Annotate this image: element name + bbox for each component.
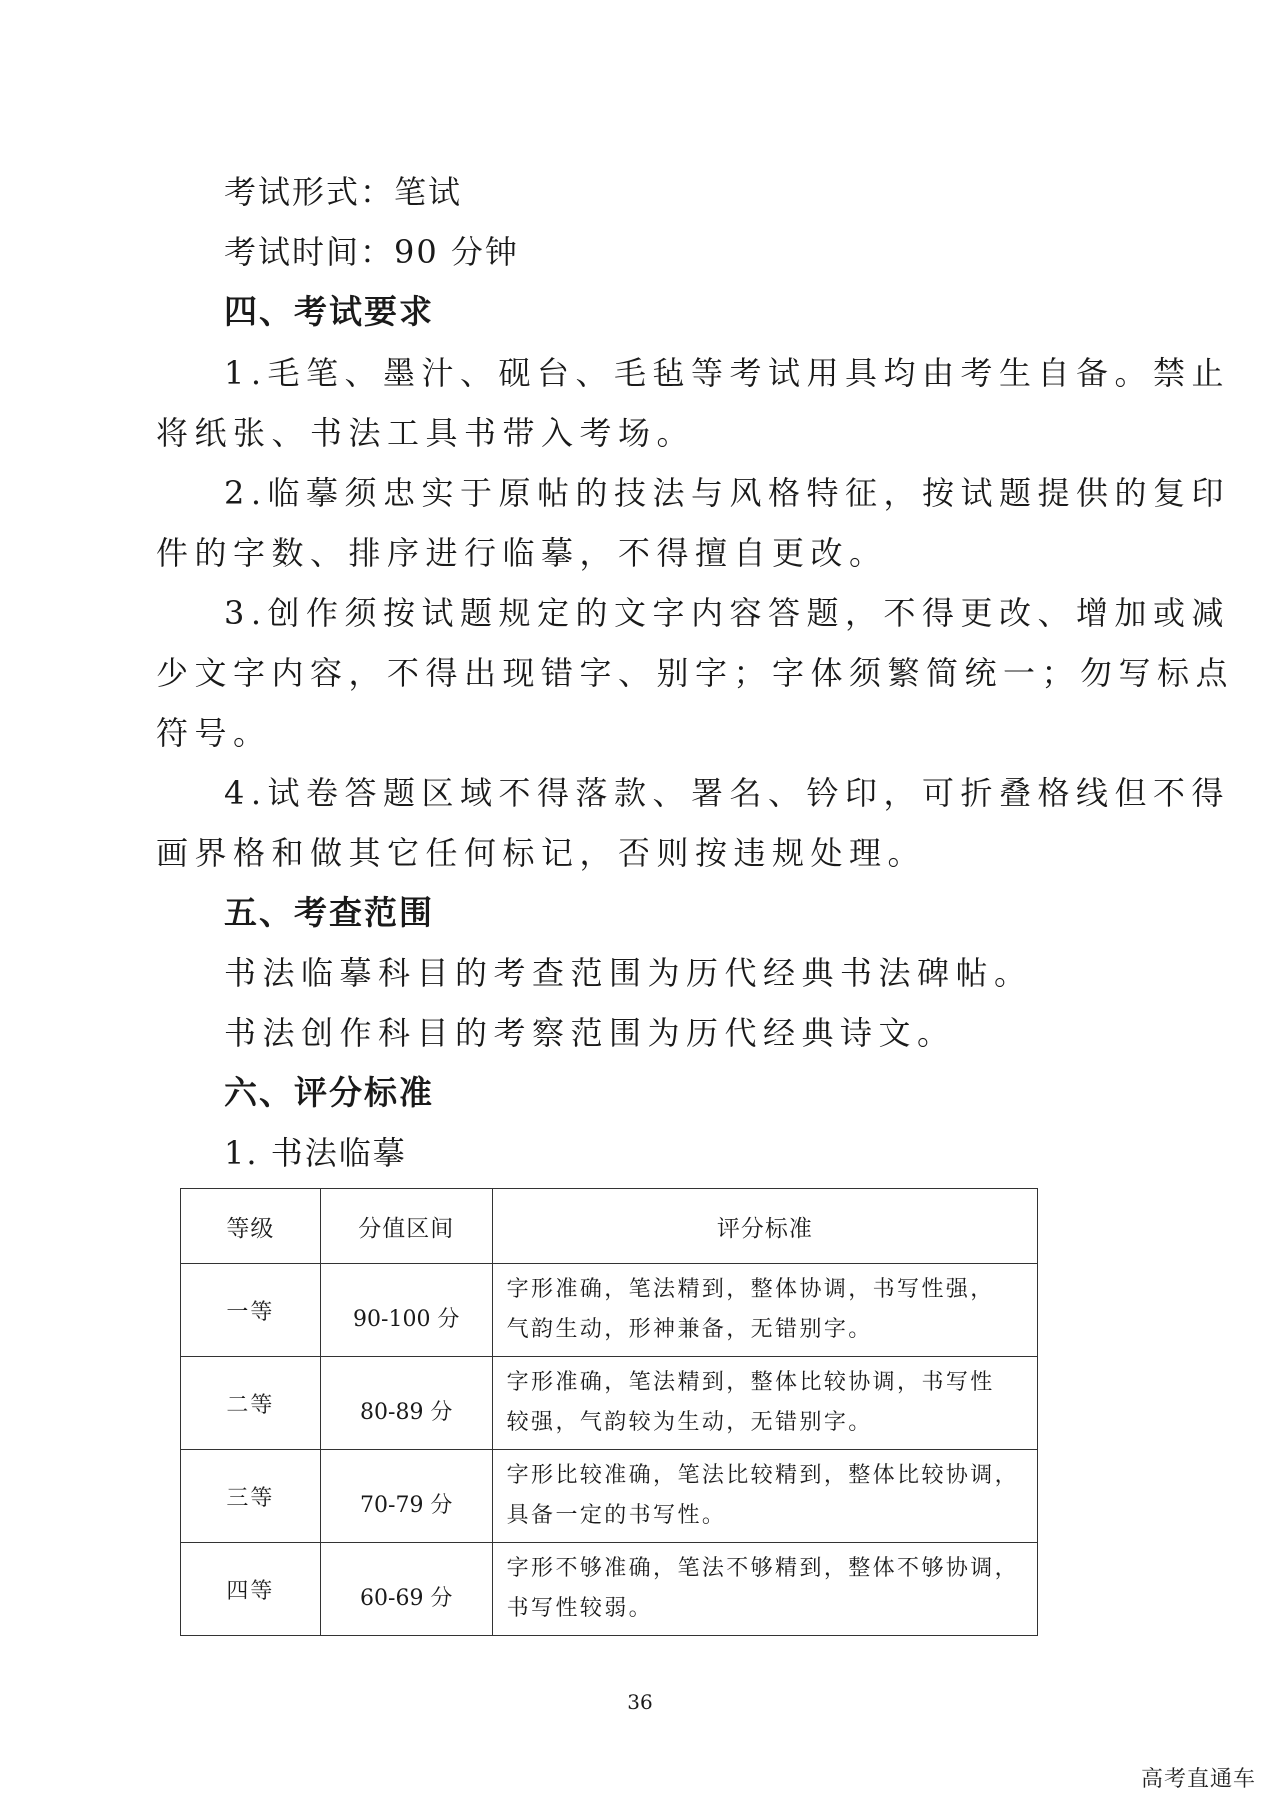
header-criteria: 评分标准 [492,1189,1037,1264]
section-5-heading: 五、考查范围 [224,893,434,932]
requirement-1-line-1: 1.毛笔、墨汁、砚台、毛毡等考试用具均由考生自备。禁止 [224,354,1231,392]
range-cell: 60-69 分 [320,1543,492,1636]
grade-cell: 四等 [181,1543,321,1636]
table-row [181,1543,1038,1636]
grade-cell: 一等 [181,1264,321,1357]
range-cell: 80-89 分 [320,1357,492,1450]
exam-form-line: 考试形式：笔试 [224,173,463,211]
scope-copying-line: 书法临摹科目的考查范围为历代经典书法碑帖。 [224,954,1033,992]
grade-cell: 二等 [181,1357,321,1450]
criteria-line: 字形准确，笔法精到，整体比较协调，书写性 [506,1370,995,1395]
criteria-cell [492,1450,1037,1543]
requirement-2-line-1: 2.临摹须忠实于原帖的技法与风格特征，按试题提供的复印 [224,474,1231,512]
section-4-heading: 四、考试要求 [224,292,434,331]
watermark-text: 高考直通车 [1140,1767,1256,1792]
requirement-3-line-3: 符号。 [156,714,272,752]
criteria-line: 较强，气韵较为生动，无错别字。 [506,1410,873,1435]
table-row [181,1450,1038,1543]
criteria-line: 具备一定的书写性。 [506,1503,727,1528]
criteria-line: 气韵生动，形神兼备，无错别字。 [506,1317,873,1342]
range-cell: 70-79 分 [320,1450,492,1543]
table-row [181,1264,1038,1357]
criteria-line: 字形比较准确，笔法比较精到，整体比较协调， [506,1463,1020,1488]
criteria-line: 字形准确，笔法精到，整体协调，书写性强， [506,1277,995,1302]
criteria-cell [492,1543,1037,1636]
requirement-2-line-2: 件的字数、排序进行临摹，不得擅自更改。 [156,534,888,572]
header-grade: 等级 [181,1189,321,1264]
requirement-3-line-2: 少文字内容，不得出现错字、别字；字体须繁简统一；勿写标点 [156,654,1235,692]
scope-creation-line: 书法创作科目的考察范围为历代经典诗文。 [224,1014,956,1052]
criteria-line: 字形不够准确，笔法不够精到，整体不够协调， [506,1556,1020,1581]
page-number: 36 [627,1690,653,1714]
range-cell: 90-100 分 [320,1264,492,1357]
requirement-1-line-2: 将纸张、书法工具书带入考场。 [156,414,696,452]
requirement-3-line-1: 3.创作须按试题规定的文字内容答题，不得更改、增加或减 [224,594,1231,632]
criteria-line: 书写性较弱。 [506,1596,654,1621]
section-6-heading: 六、评分标准 [224,1073,434,1112]
section-6-subheading: 1. 书法临摹 [224,1134,407,1172]
requirement-4-line-1: 4.试卷答题区域不得落款、署名、钤印，可折叠格线但不得 [224,774,1231,812]
requirement-4-line-2: 画界格和做其它任何标记，否则按违规处理。 [156,834,927,872]
table-row [181,1357,1038,1450]
exam-time-line: 考试时间：90 分钟 [224,233,519,271]
header-range: 分值区间 [320,1189,492,1264]
scoring-table [180,1188,1038,1636]
criteria-cell [492,1357,1037,1450]
criteria-cell [492,1264,1037,1357]
table-header-row [181,1189,1038,1264]
grade-cell: 三等 [181,1450,321,1543]
